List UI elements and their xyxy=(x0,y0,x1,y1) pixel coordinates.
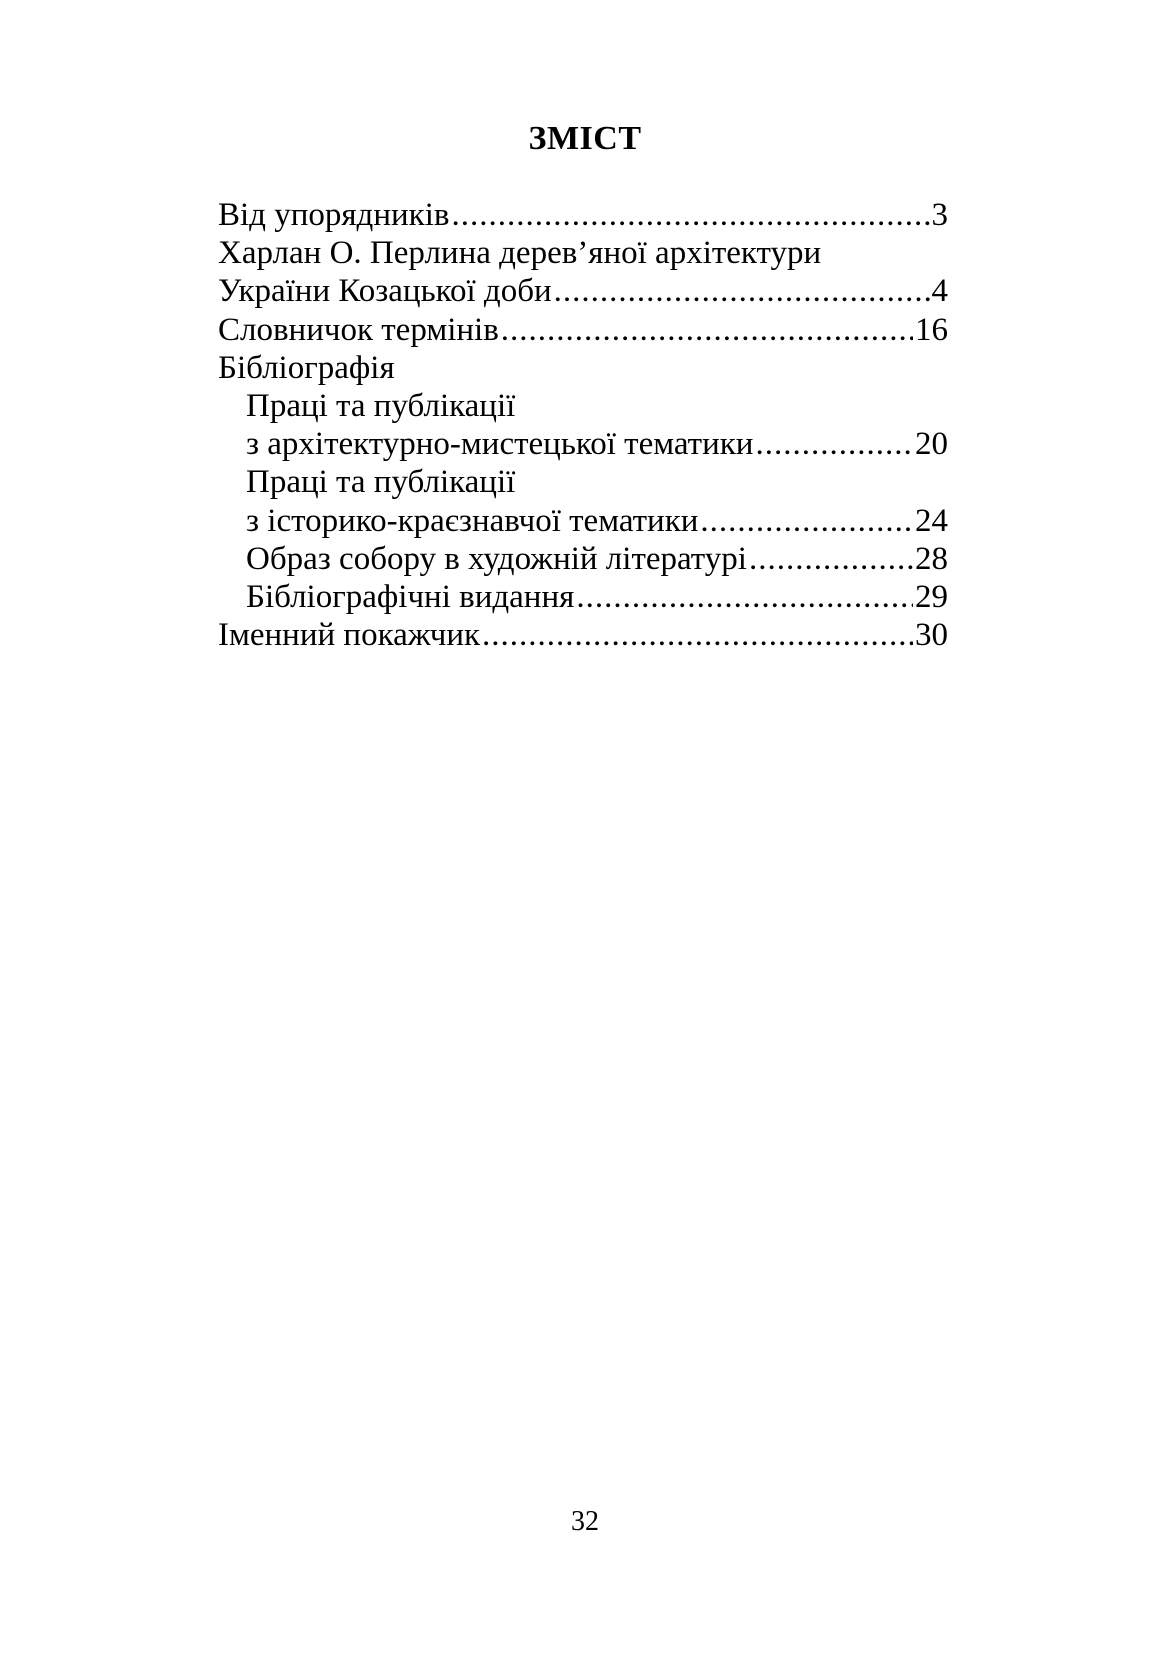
toc-entry-from-compilers[interactable] xyxy=(218,196,948,234)
dot-leader xyxy=(482,616,913,654)
page-title: ЗМІСТ xyxy=(528,120,642,157)
toc-entry-label: Образ собору в художній літературі xyxy=(246,540,747,577)
toc-entry-page: 4 xyxy=(931,273,948,310)
toc-entry-harlan-line2[interactable] xyxy=(218,272,948,310)
toc-entry-glossary[interactable] xyxy=(218,311,948,349)
toc-entry-harlan-line1[interactable] xyxy=(218,234,948,272)
toc-entry-label: Харлан О. Перлина дерев’яної архітектури xyxy=(218,235,822,272)
toc-entry-label: Від упорядників xyxy=(218,197,450,233)
toc-subentry-works-history-line1[interactable] xyxy=(218,463,948,501)
dot-leader xyxy=(755,425,913,463)
toc-entry-page: 29 xyxy=(915,578,948,615)
toc-entry-page: 16 xyxy=(915,311,948,348)
toc-subentry-cathedral-literature[interactable] xyxy=(218,540,948,578)
toc-entry-label: з історико-краєзнавчої тематики xyxy=(246,502,699,539)
toc-entry-label: Бібліографічні видання xyxy=(246,578,575,615)
dot-leader xyxy=(451,196,929,234)
toc-entry-page: 3 xyxy=(931,197,948,233)
toc-entry-label: Праці та публікації xyxy=(246,464,516,501)
toc-entry-page: 28 xyxy=(915,540,948,577)
dot-leader xyxy=(501,311,913,349)
dot-leader xyxy=(554,272,930,310)
toc-subentry-bibliographic-editions[interactable] xyxy=(218,578,948,616)
toc-entry-label: Іменний покажчик xyxy=(218,617,481,654)
toc-entry-bibliography[interactable] xyxy=(218,349,948,387)
table-of-contents xyxy=(218,196,948,654)
toc-entry-label: Словничок термінів xyxy=(218,311,499,348)
toc-entry-label: з архітектурно-мистецької тематики xyxy=(246,426,754,463)
toc-subentry-works-history-line2[interactable] xyxy=(218,502,948,540)
toc-entry-name-index[interactable] xyxy=(218,616,948,654)
toc-subentry-works-arch-line1[interactable] xyxy=(218,387,948,425)
toc-entry-label: Праці та публікації xyxy=(246,387,516,424)
toc-entry-label: Бібліографія xyxy=(218,349,395,386)
dot-leader xyxy=(700,502,913,540)
dot-leader xyxy=(576,578,913,616)
toc-entry-label: України Козацької доби xyxy=(218,273,552,310)
dot-leader xyxy=(749,540,913,578)
toc-entry-page: 24 xyxy=(915,502,948,539)
toc-subentry-works-arch-line2[interactable] xyxy=(218,425,948,463)
page-number: 32 xyxy=(571,1506,599,1537)
toc-entry-page: 30 xyxy=(915,617,948,654)
toc-entry-page: 20 xyxy=(915,426,948,463)
